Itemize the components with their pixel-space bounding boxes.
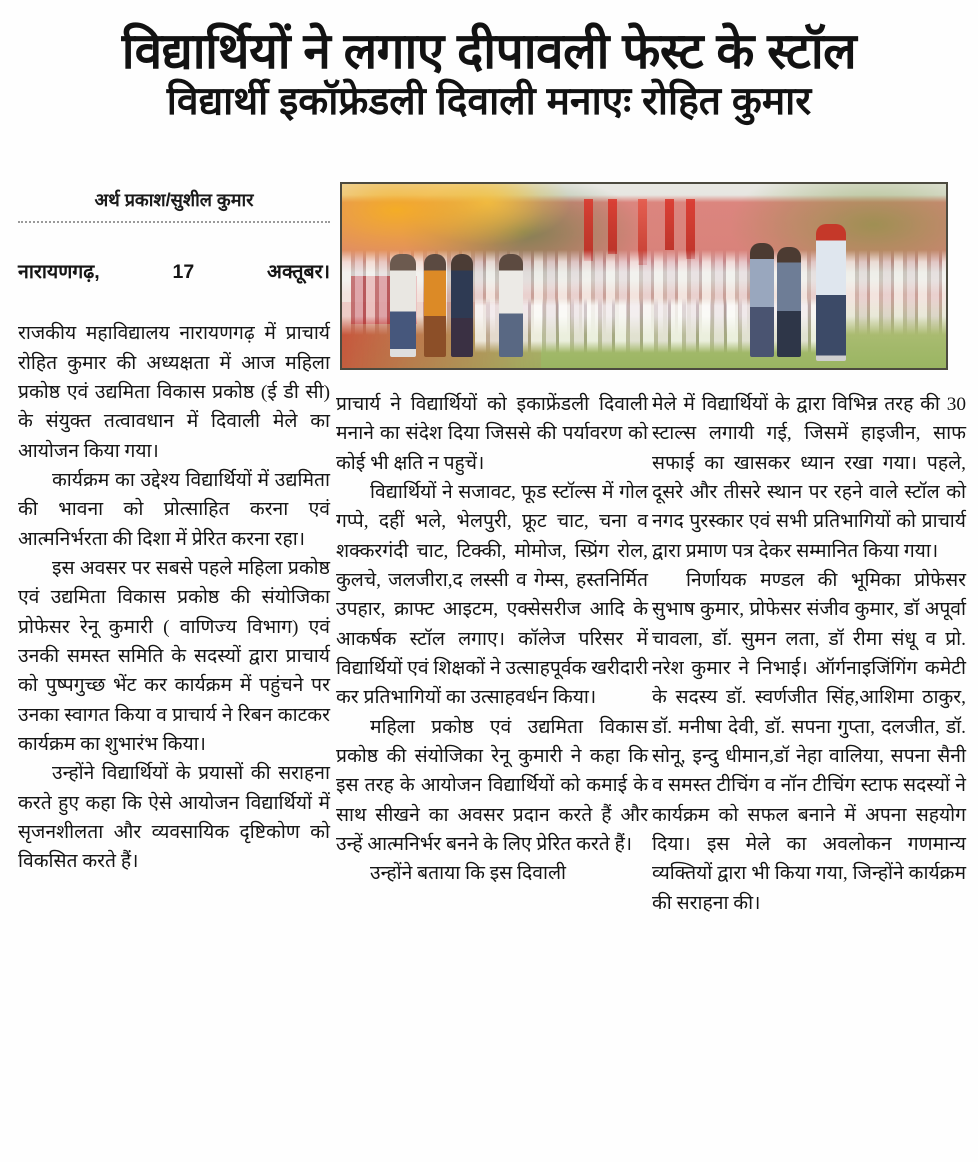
photo-person xyxy=(390,254,416,357)
photo-person xyxy=(499,254,523,357)
paragraph: उन्होंने बताया कि इस दिवाली xyxy=(370,863,567,885)
dateline-day: 17 xyxy=(172,261,195,283)
dateline xyxy=(18,258,330,317)
page-title: विद्यार्थियों ने लगाए दीपावली फेस्ट के स्टॉल xyxy=(121,23,857,79)
byline-divider xyxy=(18,221,330,223)
paragraph: राजकीय महाविद्यालय नारायणगढ़ में प्राचार्य रोहित कुमार की अध्यक्षता में आज महिला प्रकोष्ठ एवं उद्यमिता विकास प्रकोष्ठ (ई डी सी) के संयुक्त तत्वावधान में दिवाली मेले का आयोजन किया गया। xyxy=(18,323,330,462)
headline-subtitle: विद्यार्थी इकॉफ्रेडली दिवाली मनाएः रोहित कुमार xyxy=(166,80,812,123)
photo-person xyxy=(424,254,446,357)
byline-text: अर्थ प्रकाश/सुशील कुमार xyxy=(94,190,254,210)
decor-banner xyxy=(665,199,674,251)
article-photo xyxy=(340,182,948,370)
article-column-1 xyxy=(18,258,330,876)
decor-banner xyxy=(608,199,617,254)
paragraph: मेले में विद्यार्थियों के द्वारा विभिन्न तरह की 30 स्टाल्स लगायी गई, जिसमें हाइजीन, साफ सफाई का खासकर ध्यान रखा गया। पहले, दूसरे और तीसरे स्थान पर रहने वाले स्टॉल को नगद पुरस्कार एवं सभी प्रतिभागियों को प्राचार्य द्वारा प्रमाण पत्र देकर सम्मानित किया गया। xyxy=(652,394,966,562)
dateline-place: नारायणगढ़, xyxy=(18,261,100,283)
photo-person xyxy=(451,254,473,357)
photo-person xyxy=(750,243,774,357)
paragraph: महिला प्रकोष्ठ एवं उद्यमिता विकास प्रकोष्ठ की संयोजिका रेनू कुमारी ने कहा कि इस तरह के आयोजन विद्यार्थियों को कमाई के साथ सीखने का अवसर प्रदान करते हैं और उन्हें आत्मनिर्भर बनने के लिए प्रेरित करते हैं। xyxy=(336,716,648,855)
paragraph: कार्यक्रम का उद्देश्य विद्यार्थियों में उद्यमिता की भावना को प्रोत्साहित करना एवं आत्मनिर्भरता की दिशा में प्रेरित करना रहा। xyxy=(18,469,330,550)
photo-image xyxy=(342,184,946,368)
paragraph: इस अवसर पर सबसे पहले महिला प्रकोष्ठ एवं उद्यमिता विकास प्रकोष्ठ की संयोजिका प्रोफेसर रेनू कुमारी ( वाणिज्य विभाग) एवं उनकी समस्त समिति के सदस्यों द्वारा प्राचार्य को पुष्पगुच्छ भेंट कर कार्यक्रम में पहुंचने पर उनका स्वागत किया व प्राचार्य ने रिबन काटकर कार्यक्रम का शुभारंभ किया। xyxy=(18,557,330,755)
paragraph: विद्यार्थियों ने सजावट, फूड स्टॉल्स में गोल गप्पे, दहीं भले, भेलपुरी, फ्रूट चाट, चना व शक्करगंदी चाट, टिक्की, मोमोज, स्प्रिंग रोल, कुलचे, जलजीरा,द लस्सी व गेम्स, हस्तनिर्मित उपहार, क्राफ्ट आइटम, एक्सेसरीज आदि के आकर्षक स्टॉल लगाए। कॉलेज परिसर में विद्यार्थियों एवं शिक्षकों ने उत्साहपूर्वक खरीदारी कर प्रतिभागियों का उत्साहवर्धन किया। xyxy=(336,481,648,709)
photo-person xyxy=(816,224,846,360)
byline-block xyxy=(18,188,330,223)
headline-block xyxy=(0,0,978,123)
article-column-3 xyxy=(652,390,966,918)
paragraph: प्राचार्य ने विद्यार्थियों को इकाफ्रेंडली दिवाली मनाने का संदेश दिया जिससे की पर्यावरण को कोई भी क्षति न पहुचें। xyxy=(336,394,648,474)
article-column-2 xyxy=(336,390,648,889)
dateline-month: अक्तूबर। xyxy=(267,261,331,283)
paragraph: निर्णायक मण्डल की भूमिका प्रोफेसर सुभाष कुमार, प्रोफेसर संजीव कुमार, डॉ अपूर्वा चावला, डॉ. सुमन लता, डॉ रीमा संधू व प्रो. नरेश कुमार ने निभाई। ऑर्गनाइजिंगिंग कमेटी के सदस्य डॉ. स्वर्णजीत सिंह,आशिमा ठाकुर, डॉ. मनीषा देवी, डॉ. सपना गुप्ता, दलजीत, डॉ. सोनू, इन्दु धीमान,डॉ नेहा वालिया, सपना सैनी व समस्त टीचिंग व नॉन टीचिंग स्टाफ सदस्यों ने कार्यक्रम को सफल बनाने में अपना सहयोग दिया। इस मेले का अवलोकन गणमान्य व्यक्तियों द्वारा भी किया गया, जिन्होंने कार्यक्रम की सराहना की। xyxy=(652,569,966,914)
paragraph: उन्होंने विद्यार्थियों के प्रयासों की सराहना करते हुए कहा कि ऐसे आयोजन विद्यार्थियों में सृजनशीलता और व्यवसायिक दृष्टिकोण को विकसित करते हैं। xyxy=(18,763,330,873)
photo-person xyxy=(777,247,801,357)
